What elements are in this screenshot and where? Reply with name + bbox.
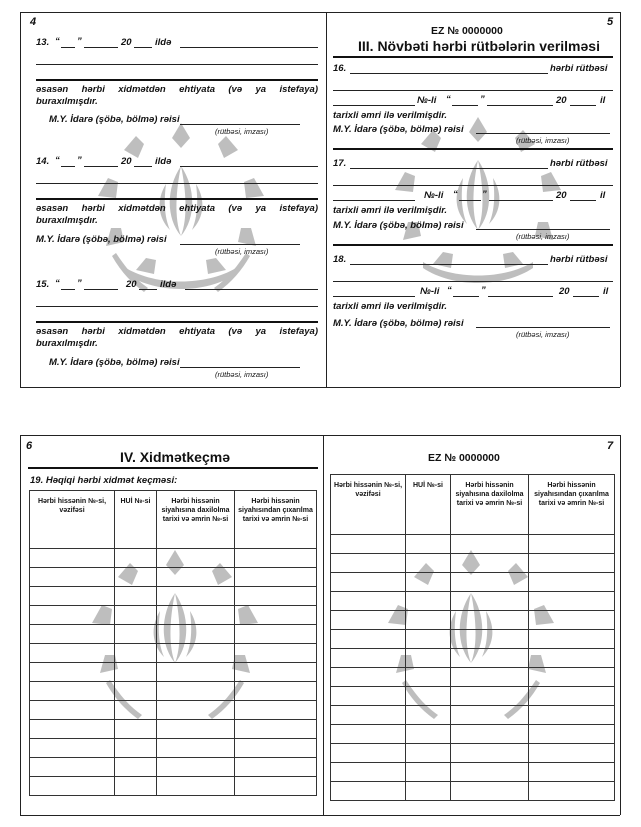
signature-field[interactable]: [476, 133, 610, 134]
table-row: [30, 625, 317, 644]
table-cell[interactable]: [331, 706, 406, 725]
table-row: [331, 649, 615, 668]
day-field[interactable]: [61, 47, 75, 48]
table-cell[interactable]: [529, 744, 615, 763]
table-cell[interactable]: [331, 592, 406, 611]
column-header-unit: Hərbi hissənin №-si, vəzifəsi: [30, 491, 115, 549]
rank-field[interactable]: [350, 168, 548, 169]
table-cell[interactable]: [235, 587, 317, 606]
month-field[interactable]: [488, 296, 553, 297]
table-cell[interactable]: [30, 549, 115, 568]
table-cell[interactable]: [115, 587, 157, 606]
table-cell[interactable]: [451, 687, 529, 706]
basis-text-line1: əsasən hərbi xidmətdən ehtiyata (və ya istefaya): [36, 326, 319, 337]
page-number-7: 7: [607, 440, 614, 452]
table-cell[interactable]: [115, 549, 157, 568]
table-cell[interactable]: [406, 592, 451, 611]
table-cell[interactable]: [331, 687, 406, 706]
table-row: [30, 758, 317, 777]
table-cell[interactable]: [406, 782, 451, 801]
table-cell[interactable]: [30, 644, 115, 663]
table-row: [30, 549, 317, 568]
table-cell[interactable]: [529, 535, 615, 554]
year-field[interactable]: [134, 47, 152, 48]
rank-field[interactable]: [350, 73, 548, 74]
table-cell[interactable]: [406, 573, 451, 592]
month-field[interactable]: [84, 47, 118, 48]
entry-line[interactable]: [185, 289, 318, 290]
quote-close: ”: [77, 36, 82, 47]
table-cell[interactable]: [406, 630, 451, 649]
year-field[interactable]: [570, 105, 596, 106]
column-header-hui: HUİ №-si: [406, 475, 451, 535]
year-prefix: 20: [556, 190, 567, 201]
table-cell[interactable]: [115, 758, 157, 777]
table-cell[interactable]: [157, 720, 235, 739]
table-cell[interactable]: [529, 592, 615, 611]
table-cell[interactable]: [331, 668, 406, 687]
table-cell[interactable]: [30, 568, 115, 587]
entry-label: 17.: [333, 158, 347, 169]
quote-close: ”: [480, 94, 485, 105]
table-cell[interactable]: [451, 744, 529, 763]
entry-line[interactable]: [180, 47, 318, 48]
entry-divider: [333, 148, 613, 150]
table-cell[interactable]: [451, 763, 529, 782]
year-field[interactable]: [134, 166, 152, 167]
order-number-field[interactable]: [333, 200, 415, 201]
table-cell[interactable]: [406, 725, 451, 744]
table-body: [331, 535, 615, 801]
il-label: il: [600, 95, 606, 106]
table-cell[interactable]: [157, 625, 235, 644]
entry-line[interactable]: [36, 79, 318, 81]
year-prefix: 20: [556, 95, 567, 106]
table-cell[interactable]: [115, 739, 157, 758]
table-cell[interactable]: [529, 668, 615, 687]
signature-hint: (rütbəsi, imzası): [215, 370, 269, 379]
quote-open: “: [55, 155, 60, 166]
table-row: [331, 782, 615, 801]
signature-field[interactable]: [180, 244, 300, 245]
service-table-page6: [29, 490, 317, 796]
table-cell[interactable]: [529, 782, 615, 801]
table-cell[interactable]: [30, 625, 115, 644]
table-cell[interactable]: [406, 744, 451, 763]
quote-close: ”: [482, 189, 487, 200]
day-field[interactable]: [459, 200, 481, 201]
table-cell[interactable]: [235, 549, 317, 568]
order-number-field[interactable]: [333, 296, 415, 297]
year-prefix: 20: [121, 37, 132, 48]
column-header-discharge: Hərbi hissənin siyahısından çıxarılma tarixi və əmrin №-si: [235, 491, 317, 549]
year-prefix: 20: [126, 279, 137, 290]
section-title-III: III. Növbəti hərbi rütbələrin verilməsi: [358, 38, 600, 54]
table-row: [331, 706, 615, 725]
table-row: [30, 682, 317, 701]
table-cell[interactable]: [235, 758, 317, 777]
entry-label: 13.: [36, 37, 50, 48]
table-cell[interactable]: [115, 682, 157, 701]
table-cell[interactable]: [451, 725, 529, 744]
order-text: tarixli əmri ilə verilmişdir.: [333, 301, 448, 312]
signature-label: M.Y. İdarə (şöbə, bölmə) rəisi: [333, 220, 464, 231]
table-cell[interactable]: [451, 782, 529, 801]
signature-hint: (rütbəsi, imzası): [516, 136, 570, 145]
table-cell[interactable]: [529, 611, 615, 630]
table-body: [30, 549, 317, 796]
table-cell[interactable]: [331, 630, 406, 649]
entry-suffix: ildə: [160, 279, 177, 290]
document-serial: EZ № 0000000: [428, 452, 500, 464]
entry-line[interactable]: [180, 166, 318, 167]
signature-label: M.Y. İdarə (şöbə, bölmə) rəisi: [333, 318, 464, 329]
entry-line[interactable]: [36, 183, 318, 184]
table-cell[interactable]: [115, 720, 157, 739]
quote-open: “: [55, 278, 60, 289]
basis-text-line1: əsasən hərbi xidmətdən ehtiyata (və ya istefaya): [36, 84, 319, 95]
table-cell[interactable]: [235, 701, 317, 720]
table-cell[interactable]: [235, 568, 317, 587]
table-cell[interactable]: [451, 706, 529, 725]
month-field[interactable]: [84, 289, 118, 290]
entry-label: 15.: [36, 279, 50, 290]
table-cell[interactable]: [235, 739, 317, 758]
table-cell[interactable]: [451, 611, 529, 630]
table-cell[interactable]: [115, 663, 157, 682]
table-cell[interactable]: [157, 644, 235, 663]
table-row: [30, 701, 317, 720]
year-prefix: 20: [559, 286, 570, 297]
table-cell[interactable]: [157, 606, 235, 625]
column-header-enlistment: Hərbi hissənin siyahısına daxilolma tarixi və əmrin №-si: [451, 475, 529, 535]
table-cell[interactable]: [529, 687, 615, 706]
table-cell[interactable]: [406, 763, 451, 782]
year-field[interactable]: [570, 200, 596, 201]
bottom-spread-right-border: [620, 435, 621, 815]
year-field[interactable]: [139, 289, 157, 290]
table-cell[interactable]: [331, 649, 406, 668]
basis-text-line2: buraxılmışdır.: [36, 215, 98, 226]
table-cell[interactable]: [451, 535, 529, 554]
table-row: [30, 644, 317, 663]
table-row: [30, 568, 317, 587]
table-cell[interactable]: [529, 554, 615, 573]
table-cell[interactable]: [30, 663, 115, 682]
table-cell[interactable]: [157, 663, 235, 682]
table-cell[interactable]: [30, 739, 115, 758]
table-cell[interactable]: [115, 777, 157, 796]
basis-text-line1: əsasən hərbi xidmətdən ehtiyata (və ya istefaya): [36, 203, 319, 214]
rank-label: hərbi rütbəsi: [550, 158, 608, 169]
table-row: [331, 763, 615, 782]
top-spread-right-border: [620, 12, 621, 387]
column-header-discharge: Hərbi hissənin siyahısından çıxarılma tarixi və əmrin №-si: [529, 475, 615, 535]
bottom-spread-bottom-border: [20, 815, 620, 816]
page-number-4: 4: [30, 16, 37, 28]
basis-text-line2: buraxılmışdır.: [36, 96, 98, 107]
table-cell[interactable]: [406, 668, 451, 687]
quote-open: “: [447, 285, 452, 296]
table-cell[interactable]: [406, 649, 451, 668]
table-cell[interactable]: [529, 706, 615, 725]
table-cell[interactable]: [406, 706, 451, 725]
table-cell[interactable]: [30, 777, 115, 796]
day-field[interactable]: [453, 296, 479, 297]
table-cell[interactable]: [157, 682, 235, 701]
table-cell[interactable]: [235, 663, 317, 682]
table-cell[interactable]: [331, 535, 406, 554]
table-cell[interactable]: [235, 625, 317, 644]
entry-line[interactable]: [36, 306, 318, 307]
table-cell[interactable]: [331, 573, 406, 592]
table-cell[interactable]: [30, 682, 115, 701]
table-cell[interactable]: [157, 777, 235, 796]
entry-suffix: ildə: [155, 37, 172, 48]
table-cell[interactable]: [529, 649, 615, 668]
signature-field[interactable]: [180, 124, 300, 125]
table-cell[interactable]: [451, 668, 529, 687]
signature-field[interactable]: [476, 229, 610, 230]
table-row: [331, 687, 615, 706]
top-spread-top-border: [20, 12, 620, 13]
month-field[interactable]: [489, 200, 553, 201]
quote-close: ”: [77, 155, 82, 166]
title-underline: [28, 467, 318, 469]
table-row: [331, 744, 615, 763]
top-spread-bottom-border: [20, 387, 620, 388]
table-cell[interactable]: [157, 739, 235, 758]
service-table-page7: [330, 474, 615, 801]
entry-label: 18.: [333, 254, 347, 265]
bottom-spread-spine: [323, 435, 324, 815]
table-cell[interactable]: [331, 782, 406, 801]
table-cell[interactable]: [235, 777, 317, 796]
signature-field[interactable]: [476, 327, 610, 328]
table-cell[interactable]: [115, 701, 157, 720]
entry-line[interactable]: [36, 321, 318, 323]
table-cell[interactable]: [157, 758, 235, 777]
quote-open: “: [446, 94, 451, 105]
month-field[interactable]: [487, 105, 553, 106]
il-label: il: [600, 190, 606, 201]
table-row: [331, 535, 615, 554]
signature-hint: (rütbəsi, imzası): [215, 127, 269, 136]
table-row: [30, 720, 317, 739]
table-cell[interactable]: [235, 720, 317, 739]
table-cell[interactable]: [451, 554, 529, 573]
order-text: tarixli əmri ilə verilmişdir.: [333, 110, 448, 121]
table-cell[interactable]: [406, 611, 451, 630]
table-row: [30, 777, 317, 796]
entry-line[interactable]: [36, 64, 318, 65]
entry-divider: [333, 244, 613, 246]
signature-label: M.Y. İdarə (şöbə, bölmə) rəisi: [49, 114, 180, 125]
section-title-IV: IV. Xidmətkeçmə: [120, 449, 230, 465]
table-cell[interactable]: [235, 682, 317, 701]
entry-label: 16.: [333, 63, 347, 74]
entry-suffix: ildə: [155, 156, 172, 167]
order-number-label: №-li: [420, 286, 440, 297]
year-field[interactable]: [573, 296, 599, 297]
table-cell[interactable]: [331, 554, 406, 573]
table-row: [331, 554, 615, 573]
basis-text-line2: buraxılmışdır.: [36, 338, 98, 349]
order-text: tarixli əmri ilə verilmişdir.: [333, 205, 448, 216]
table-cell[interactable]: [451, 649, 529, 668]
table-cell[interactable]: [451, 592, 529, 611]
signature-label: M.Y. İdarə (şöbə, bölmə) rəisi: [49, 357, 180, 368]
document-serial: EZ № 0000000: [431, 25, 503, 37]
table-row: [30, 663, 317, 682]
table-cell[interactable]: [406, 554, 451, 573]
table-row: [30, 739, 317, 758]
table-row: [331, 573, 615, 592]
signature-label: M.Y. İdarə (şöbə, bölmə) rəisi: [333, 124, 464, 135]
table-cell[interactable]: [529, 763, 615, 782]
signature-hint: (rütbəsi, imzası): [516, 232, 570, 241]
entry-label: 14.: [36, 156, 50, 167]
table-cell[interactable]: [115, 625, 157, 644]
quote-open: “: [453, 189, 458, 200]
table-cell[interactable]: [30, 606, 115, 625]
quote-close: ”: [481, 285, 486, 296]
day-field[interactable]: [452, 105, 478, 106]
table-cell[interactable]: [529, 725, 615, 744]
table-cell[interactable]: [115, 568, 157, 587]
table-cell[interactable]: [235, 644, 317, 663]
table-row: [331, 592, 615, 611]
table-cell[interactable]: [157, 701, 235, 720]
table-cell[interactable]: [157, 568, 235, 587]
column-header-unit: Hərbi hissənin №-si, vəzifəsi: [331, 475, 406, 535]
table-cell[interactable]: [406, 535, 451, 554]
table-row: [331, 725, 615, 744]
signature-label: M.Y. İdarə (şöbə, bölmə) rəisi: [36, 234, 167, 245]
day-field[interactable]: [61, 289, 75, 290]
signature-field[interactable]: [180, 367, 300, 368]
table-row: [30, 587, 317, 606]
year-prefix: 20: [121, 156, 132, 167]
table-row: [331, 630, 615, 649]
rank-label: hərbi rütbəsi: [550, 63, 608, 74]
order-number-field[interactable]: [333, 105, 415, 106]
order-number-label: №-li: [417, 95, 437, 106]
signature-hint: (rütbəsi, imzası): [516, 330, 570, 339]
table-cell[interactable]: [30, 720, 115, 739]
table-row: [331, 668, 615, 687]
entry-line[interactable]: [333, 185, 613, 186]
top-spread-spine: [326, 12, 327, 387]
page-number-5: 5: [607, 16, 614, 28]
il-label: il: [603, 286, 609, 297]
table-cell[interactable]: [115, 644, 157, 663]
table-row: [30, 606, 317, 625]
table-cell[interactable]: [235, 606, 317, 625]
entry-line[interactable]: [36, 198, 318, 200]
table-cell[interactable]: [529, 630, 615, 649]
bottom-spread-top-border: [20, 435, 620, 436]
table-cell[interactable]: [157, 549, 235, 568]
entry-line[interactable]: [333, 90, 613, 91]
table-cell[interactable]: [30, 758, 115, 777]
table-cell[interactable]: [157, 587, 235, 606]
table-cell[interactable]: [529, 573, 615, 592]
month-field[interactable]: [84, 166, 118, 167]
table-cell[interactable]: [30, 587, 115, 606]
title-underline: [333, 56, 613, 58]
table-cell[interactable]: [115, 606, 157, 625]
table-cell[interactable]: [331, 725, 406, 744]
table-cell[interactable]: [331, 611, 406, 630]
table-cell[interactable]: [451, 630, 529, 649]
top-spread-left-border: [20, 12, 21, 387]
day-field[interactable]: [61, 166, 75, 167]
table-cell[interactable]: [331, 744, 406, 763]
rank-label: hərbi rütbəsi: [550, 254, 608, 265]
table-row: [331, 611, 615, 630]
quote-close: ”: [77, 278, 82, 289]
table-cell[interactable]: [451, 573, 529, 592]
table-cell[interactable]: [406, 687, 451, 706]
order-number-label: №-li: [424, 190, 444, 201]
table-cell[interactable]: [30, 701, 115, 720]
bottom-spread-left-border: [20, 435, 21, 815]
entry-line[interactable]: [333, 281, 613, 282]
column-header-enlistment: Hərbi hissənin siyahısına daxilolma tarixi və əmrin №-si: [157, 491, 235, 549]
page-number-6: 6: [26, 440, 33, 452]
table-cell[interactable]: [331, 763, 406, 782]
rank-field[interactable]: [350, 264, 548, 265]
column-header-hui: HUİ №-si: [115, 491, 157, 549]
signature-hint: (rütbəsi, imzası): [215, 247, 269, 256]
quote-open: “: [55, 36, 60, 47]
section-subtitle: 19. Həqiqi hərbi xidmət keçməsi:: [30, 475, 178, 486]
